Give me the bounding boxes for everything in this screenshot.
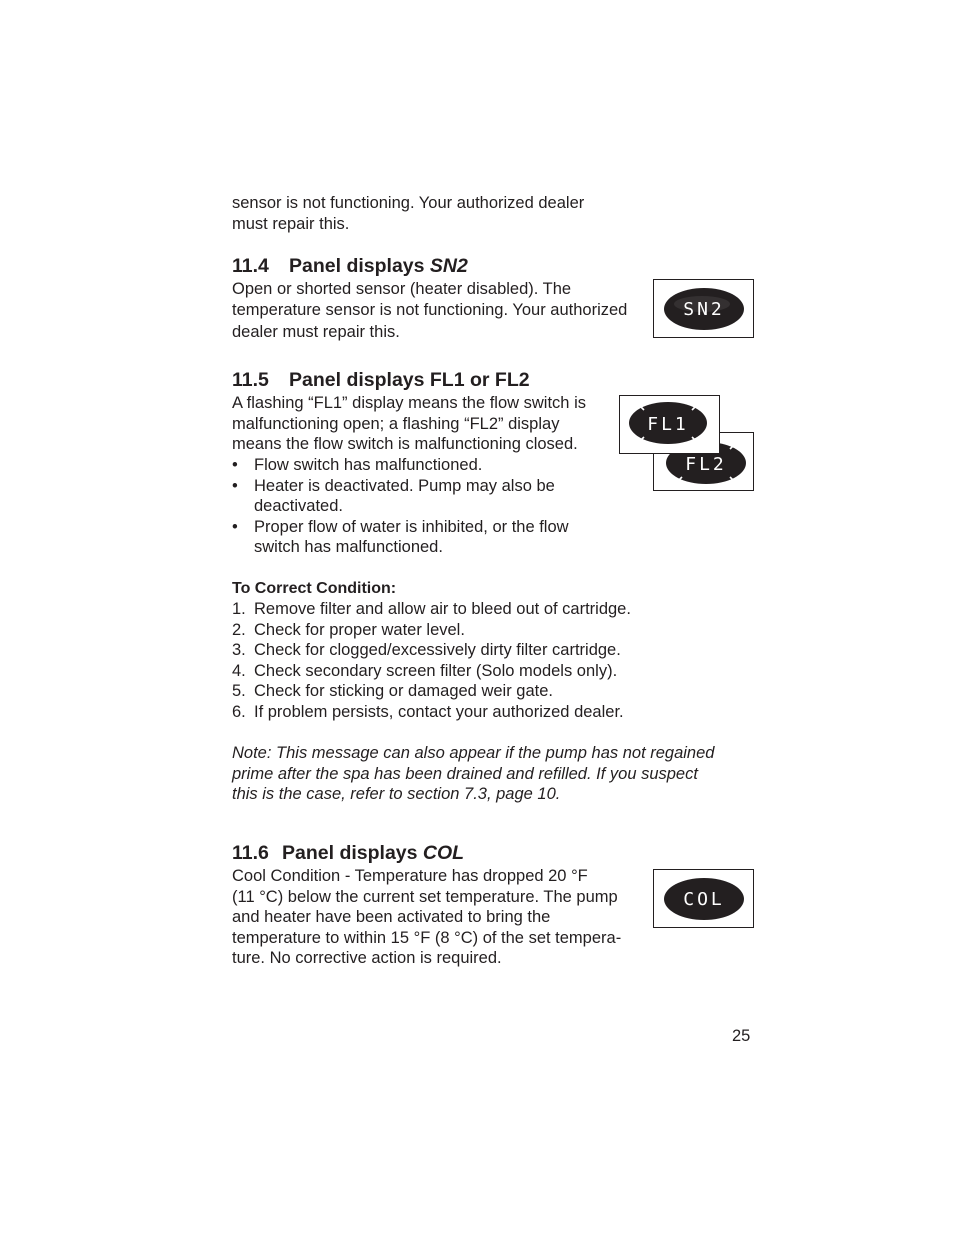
- body-line: temperature to within 15 °F (8 °C) of the set tempera-: [232, 928, 622, 947]
- step-text: If problem persists, contact your authorized dealer.: [254, 702, 624, 721]
- correct-condition-heading: To Correct Condition:: [232, 580, 397, 597]
- note-text: [232, 743, 714, 805]
- body-line: dealer must repair this.: [232, 323, 400, 342]
- list-item: [232, 702, 631, 723]
- list-item: [232, 476, 569, 517]
- section-11-6-body: [232, 866, 621, 969]
- section-number: 11.4: [232, 255, 269, 277]
- section-11-4-body: [232, 279, 627, 341]
- bullet-text: Proper flow of water is inhibited, or the flow: [254, 517, 569, 536]
- body-line: ture. No corrective action is required.: [232, 949, 502, 968]
- list-item: [232, 455, 569, 476]
- body-line: Cool Condition - Temperature has dropped 20 °F: [232, 867, 588, 885]
- note-line: this is the case, refer to section 7.3, page 10.: [232, 785, 561, 804]
- sn2-display-image: [653, 279, 754, 338]
- fl1-display-icon: [620, 396, 718, 452]
- sn2-display-icon: [654, 280, 752, 336]
- list-item: [232, 661, 631, 682]
- section-number: 11.5: [232, 369, 269, 391]
- col-display-icon: [654, 870, 752, 926]
- step-text: Check for proper water level.: [254, 620, 465, 639]
- correct-steps-list: [232, 599, 631, 723]
- body-line: temperature sensor is not functioning. Your authorized: [232, 300, 628, 319]
- body-line: (11 °C) below the current set temperature. The pump: [232, 887, 618, 906]
- step-text: Remove filter and allow air to bleed out of cartridge.: [254, 600, 631, 618]
- note-line: prime after the spa has been drained and refilled. If you suspect: [232, 764, 698, 783]
- col-display-image: [653, 869, 754, 928]
- list-item: [232, 640, 631, 661]
- step-number: 5.: [232, 682, 246, 701]
- section-11-6-heading: [232, 841, 464, 865]
- bullet-text: switch has malfunctioned.: [254, 538, 443, 557]
- bullet-text: Flow switch has malfunctioned.: [254, 456, 483, 474]
- body-line: A flashing “FL1” display means the flow switch is: [232, 394, 586, 412]
- section-11-4-heading: [232, 254, 468, 278]
- list-item: [232, 681, 631, 702]
- step-number: 4.: [232, 661, 246, 680]
- section-11-5-heading: [232, 368, 530, 392]
- body-line: malfunctioning open; a flashing “FL2” display: [232, 414, 560, 433]
- body-line: means the flow switch is malfunctioning closed.: [232, 435, 578, 454]
- section-11-5-body: [232, 393, 586, 455]
- step-number: 1.: [232, 600, 246, 618]
- section-code: SN2: [429, 255, 468, 277]
- page-number: 25: [732, 1027, 751, 1045]
- flow-bullet-list: [232, 455, 569, 558]
- list-item: [232, 620, 631, 641]
- step-number: 6.: [232, 702, 246, 721]
- section-title: Panel displays FL1 or FL2: [289, 369, 530, 391]
- bullet-text: deactivated.: [254, 497, 343, 516]
- fl2-display-text: FL2: [685, 454, 727, 475]
- body-line: and heater have been activated to bring the: [232, 908, 551, 927]
- section-title: Panel displays: [282, 842, 423, 864]
- section-title: Panel displays: [289, 255, 430, 277]
- step-number: 3.: [232, 641, 246, 660]
- intro-text: [232, 193, 584, 234]
- intro-line: must repair this.: [232, 214, 350, 233]
- body-line: Open or shorted sensor (heater disabled). The: [232, 280, 572, 298]
- section-number: 11.6: [232, 842, 269, 864]
- bullet-text: Heater is deactivated. Pump may also be: [254, 476, 555, 495]
- intro-line: sensor is not functioning. Your authorized dealer: [232, 194, 585, 212]
- fl1-display-text: FL1: [647, 414, 689, 435]
- step-text: Check for clogged/excessively dirty filter cartridge.: [254, 641, 621, 660]
- col-display-text: COL: [683, 889, 725, 910]
- fl1-display-image: [619, 395, 720, 454]
- list-item: [232, 599, 631, 620]
- step-number: 2.: [232, 620, 246, 639]
- section-code: COL: [422, 842, 465, 864]
- sn2-display-text: SN2: [683, 299, 725, 320]
- note-line: Note: This message can also appear if the pump has not regained: [232, 744, 715, 762]
- step-text: Check for sticking or damaged weir gate.: [254, 682, 553, 701]
- step-text: Check secondary screen filter (Solo models only).: [254, 661, 618, 680]
- list-item: [232, 517, 569, 558]
